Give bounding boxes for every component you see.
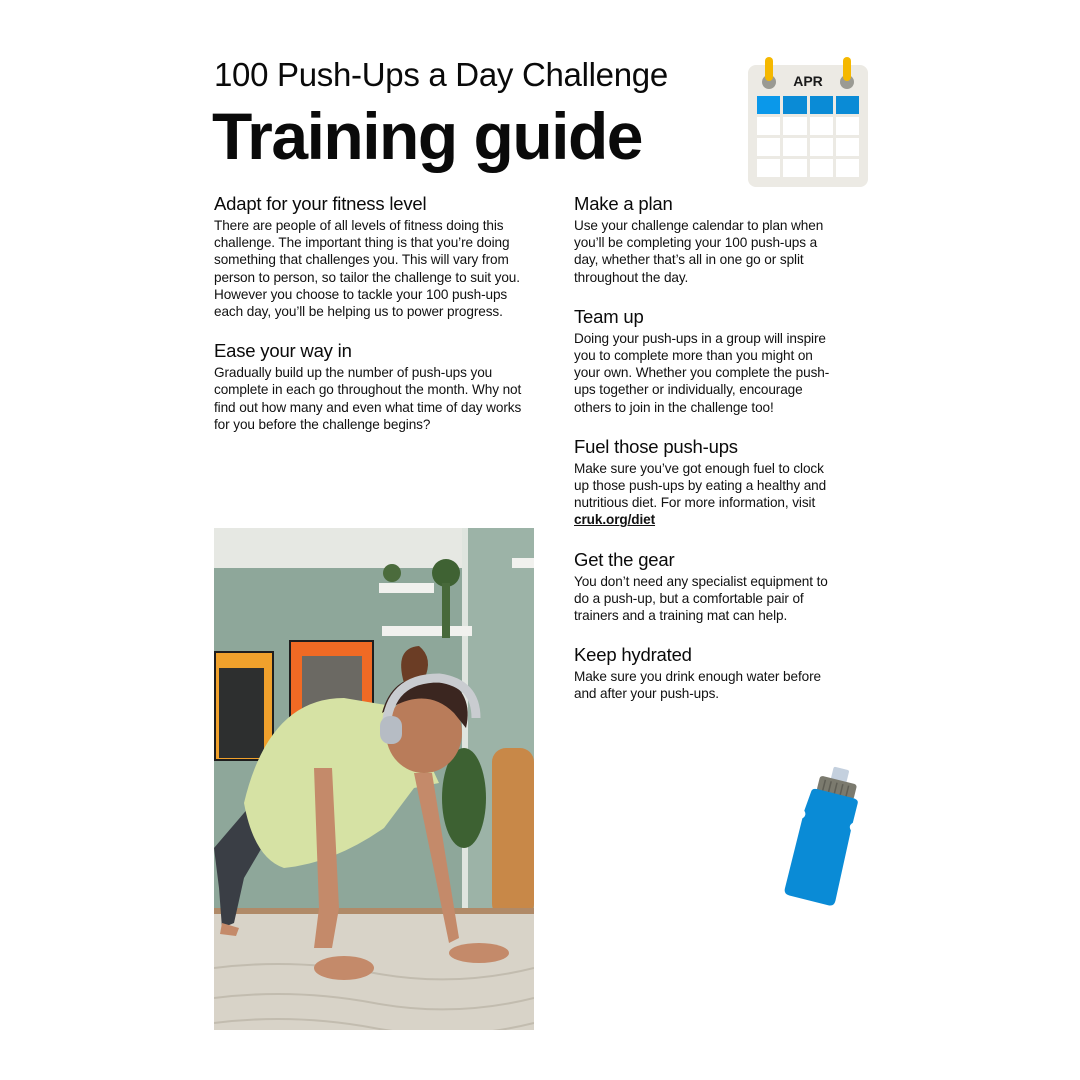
calendar-cell	[783, 159, 806, 177]
section-body: Make sure you drink enough water before and after your push-ups.	[574, 669, 821, 702]
section-body: You don’t need any specialist equipment to do a push-up, but a comfortable pair of trainers and a training mat can help.	[574, 573, 828, 624]
calendar-cell	[783, 96, 806, 114]
section-body: Use your challenge calendar to plan when you’ll be completing your 100 push-ups a day, whether that’s all in one go or split throughout the day.	[574, 218, 824, 285]
calendar-cell	[810, 159, 833, 177]
section-body	[574, 460, 836, 529]
calendar-cell	[757, 96, 780, 114]
calendar-cell	[783, 117, 806, 135]
section-body: Doing your push-ups in a group will inspire you to complete more than you might on your own. Whether you complete the push-ups together or individually, encourage others to join in the challenge too!	[574, 330, 830, 415]
calendar-cell	[757, 138, 780, 156]
section-adapt	[214, 193, 524, 320]
calendar-icon	[748, 65, 868, 187]
calendar-cell	[810, 96, 833, 114]
calendar-cell	[836, 138, 859, 156]
section-body: Gradually build up the number of push-ups you complete in each go throughout the month. Why not find out how many and even what time of day works for you before the challenge begins?	[214, 365, 522, 432]
calendar-cell	[836, 159, 859, 177]
calendar-cell	[757, 159, 780, 177]
section-team-up	[574, 306, 836, 416]
page-subtitle: 100 Push-Ups a Day Challenge	[214, 56, 668, 93]
section-heading: Make a plan	[574, 193, 673, 214]
pushup-photo-illustration	[214, 528, 534, 1030]
right-column	[574, 193, 836, 723]
section-heading: Adapt for your fitness level	[214, 193, 427, 214]
pushup-photo	[214, 528, 534, 1030]
section-ease-in	[214, 340, 524, 433]
water-bottle-icon	[778, 764, 868, 914]
section-heading: Keep hydrated	[574, 644, 692, 666]
section-hydrated	[574, 644, 836, 702]
section-heading: Team up	[574, 305, 644, 327]
page-title: Training guide	[212, 99, 643, 173]
section-heading: Fuel those push-ups	[574, 435, 738, 457]
section-body: There are people of all levels of fitness doing this challenge. The important thing is that you’re doing something that challenges you. This will vary from person to person, so tailor the challenge to suit you. However you choose to tackle your 100 push-ups each day, you’ll be helping us to power progress.	[214, 218, 520, 320]
calendar-cell	[836, 96, 859, 114]
section-make-a-plan	[574, 193, 836, 286]
calendar-cell	[810, 117, 833, 135]
section-heading: Get the gear	[574, 548, 675, 570]
left-column	[214, 193, 524, 453]
calendar-cell	[757, 117, 780, 135]
calendar-cell	[810, 138, 833, 156]
diet-link[interactable]: cruk.org/diet	[574, 512, 656, 528]
section-gear	[574, 549, 836, 625]
calendar-cell	[836, 117, 859, 135]
section-fuel	[574, 436, 836, 529]
calendar-cell	[783, 138, 806, 156]
section-body-text: Make sure you’ve got enough fuel to clock up those push-ups by eating a healthy and nutritious diet. For more information, visit	[574, 460, 827, 511]
calendar-grid	[757, 96, 859, 177]
section-heading: Ease your way in	[214, 340, 352, 362]
calendar-month: APR	[793, 73, 823, 89]
bottle-graphic	[778, 764, 868, 914]
